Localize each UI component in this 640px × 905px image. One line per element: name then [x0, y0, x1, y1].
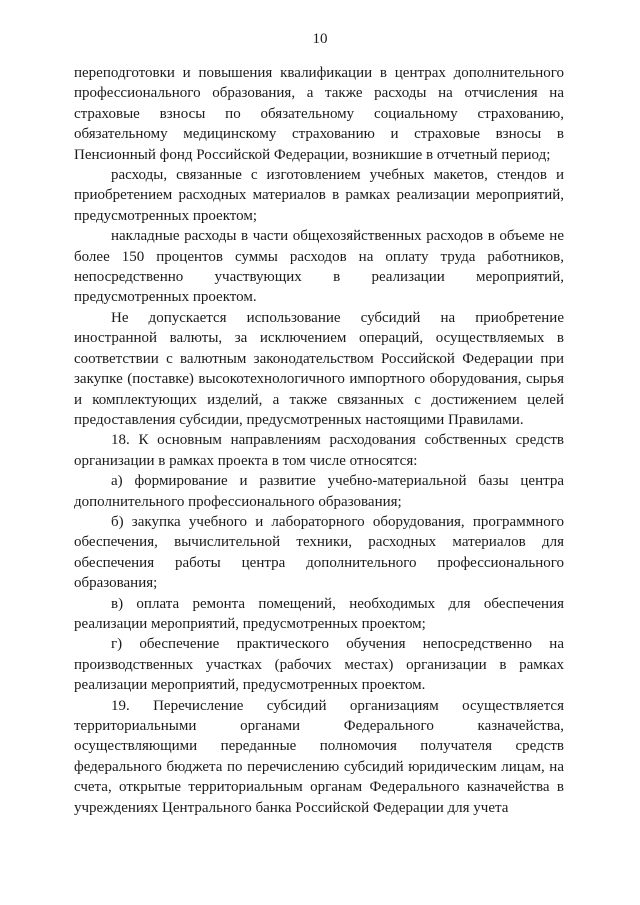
paragraph-currency-restriction: Не допускается использование субсидий на приобретение иностранной валюты, за исключением операций, осуществляемых в соответствии с валютным законодательством Российской Федерации при закупке (поставке) высокотехнологичного импортного оборудования, сырья и комплектующих изделий, а также связанных с достижением целей предоставления субсидии, предусмотренных настоящими Правилами.	[74, 309, 564, 428]
paragraph-overhead-expenses: накладные расходы в части общехозяйственных расходов в объеме не более 150 процентов суммы расходов на оплату труда работников, непосредственно участвующих в реализации мероприятий, предусмотренных проектом.	[74, 228, 564, 306]
page-number: 10	[312, 31, 328, 47]
list-item-b: б) закупка учебного и лабораторного оборудования, программного обеспечения, вычислительной техники, расходных материалов для обеспечения работы центра дополнительного профессионального образования;	[74, 513, 564, 592]
paragraph-clause-18: 18. К основным направлениям расходования собственных средств организации в рамках проекта в том числе относятся:	[74, 432, 564, 469]
list-item-g: г) обеспечение практического обучения непосредственно на производственных участках (рабочих местах) организации в рамках реализации мероприятий, предусмотренных проектом.	[74, 636, 564, 694]
list-item-a: а) формирование и развитие учебно-материальной базы центра дополнительного профессионального образования;	[74, 473, 564, 510]
document-body	[74, 63, 564, 818]
paragraph-expenses-materials: расходы, связанные с изготовлением учебных макетов, стендов и приобретением расходных материалов в рамках реализации мероприятий, предусмотренных проектом;	[74, 167, 564, 224]
paragraph-continuation: переподготовки и повышения квалификации в центрах дополнительного профессионального образования, а также расходы на отчисления на страховые взносы по обязательному социальному страхованию, обязательному медицинскому страхованию и страховые взносы в Пенсионный фонд Российской Федерации, возникшие в отчетный период;	[74, 65, 564, 163]
paragraph-clause-19: 19. Перечисление субсидий организациям осуществляется территориальными органами Федерального казначейства, осуществляющими переданные полномочия получателя средств федерального бюджета по перечислению субсидий юридическим лицам, на счета, открытые территориальным органам Федерального казначейства в учреждениях Центрального банка Российской Федерации для учета	[74, 697, 564, 816]
list-item-v: в) оплата ремонта помещений, необходимых для обеспечения реализации мероприятий, предусмотренных проектом;	[74, 595, 564, 632]
